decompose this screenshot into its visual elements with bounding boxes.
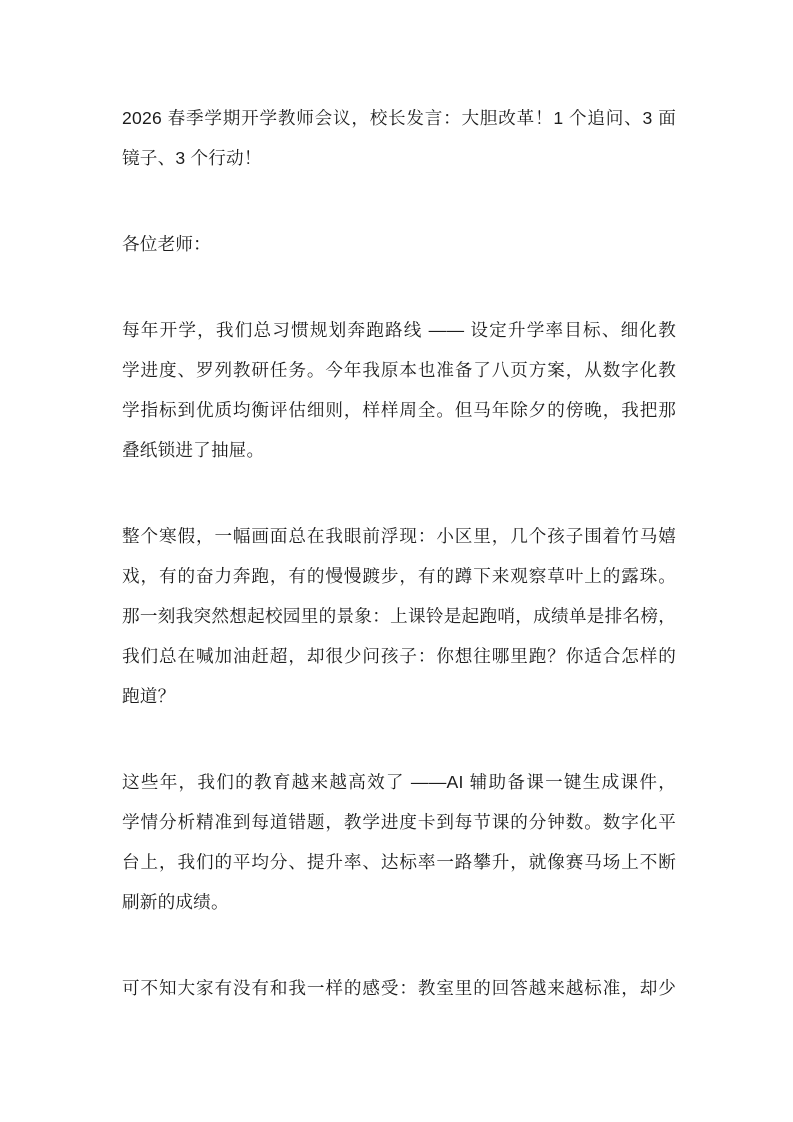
text-line: 这些年，我们的教育越来越高效了 ——AI 辅助备课一键生成课件， bbox=[122, 772, 676, 792]
text-line: 2026 春季学期开学教师会议，校长发言：大胆改革！1 个追问、3 面 bbox=[122, 108, 676, 128]
document-body bbox=[122, 98, 676, 1008]
text-line: 那一刻我突然想起校园里的景象：上课铃是起跑哨，成绩单是排名榜， bbox=[122, 606, 676, 626]
text-line: 跑道？ bbox=[122, 686, 176, 706]
text-line: 我们总在喊加油赶超，却很少问孩子：你想往哪里跑？你适合怎样的 bbox=[122, 646, 676, 666]
text-line: 学指标到优质均衡评估细则，样样周全。但马年除夕的傍晚，我把那 bbox=[122, 400, 676, 420]
text-line: 镜子、3 个行动！ bbox=[122, 148, 262, 168]
para-4 bbox=[122, 968, 676, 1008]
text-line: 整个寒假，一幅画面总在我眼前浮现：小区里，几个孩子围着竹马嬉 bbox=[122, 526, 676, 546]
text-line: 学进度、罗列教研任务。今年我原本也准备了八页方案，从数字化教 bbox=[122, 360, 676, 380]
salutation bbox=[122, 224, 676, 264]
text-line: 刷新的成绩。 bbox=[122, 892, 229, 912]
para-1 bbox=[122, 310, 676, 470]
text-line: 各位老师： bbox=[122, 234, 211, 254]
text-line: 戏，有的奋力奔跑，有的慢慢踱步，有的蹲下来观察草叶上的露珠。 bbox=[122, 566, 676, 586]
text-line: 台上，我们的平均分、提升率、达标率一路攀升，就像赛马场上不断 bbox=[122, 852, 676, 872]
para-2 bbox=[122, 516, 676, 716]
text-line: 学情分析精准到每道错题，教学进度卡到每节课的分钟数。数字化平 bbox=[122, 812, 676, 832]
document-title bbox=[122, 98, 676, 178]
para-3 bbox=[122, 762, 676, 922]
text-line: 可不知大家有没有和我一样的感受：教室里的回答越来越标准，却少 bbox=[122, 978, 676, 998]
text-line: 每年开学，我们总习惯规划奔跑路线 —— 设定升学率目标、细化教 bbox=[122, 320, 676, 340]
text-line: 叠纸锁进了抽屉。 bbox=[122, 440, 265, 460]
